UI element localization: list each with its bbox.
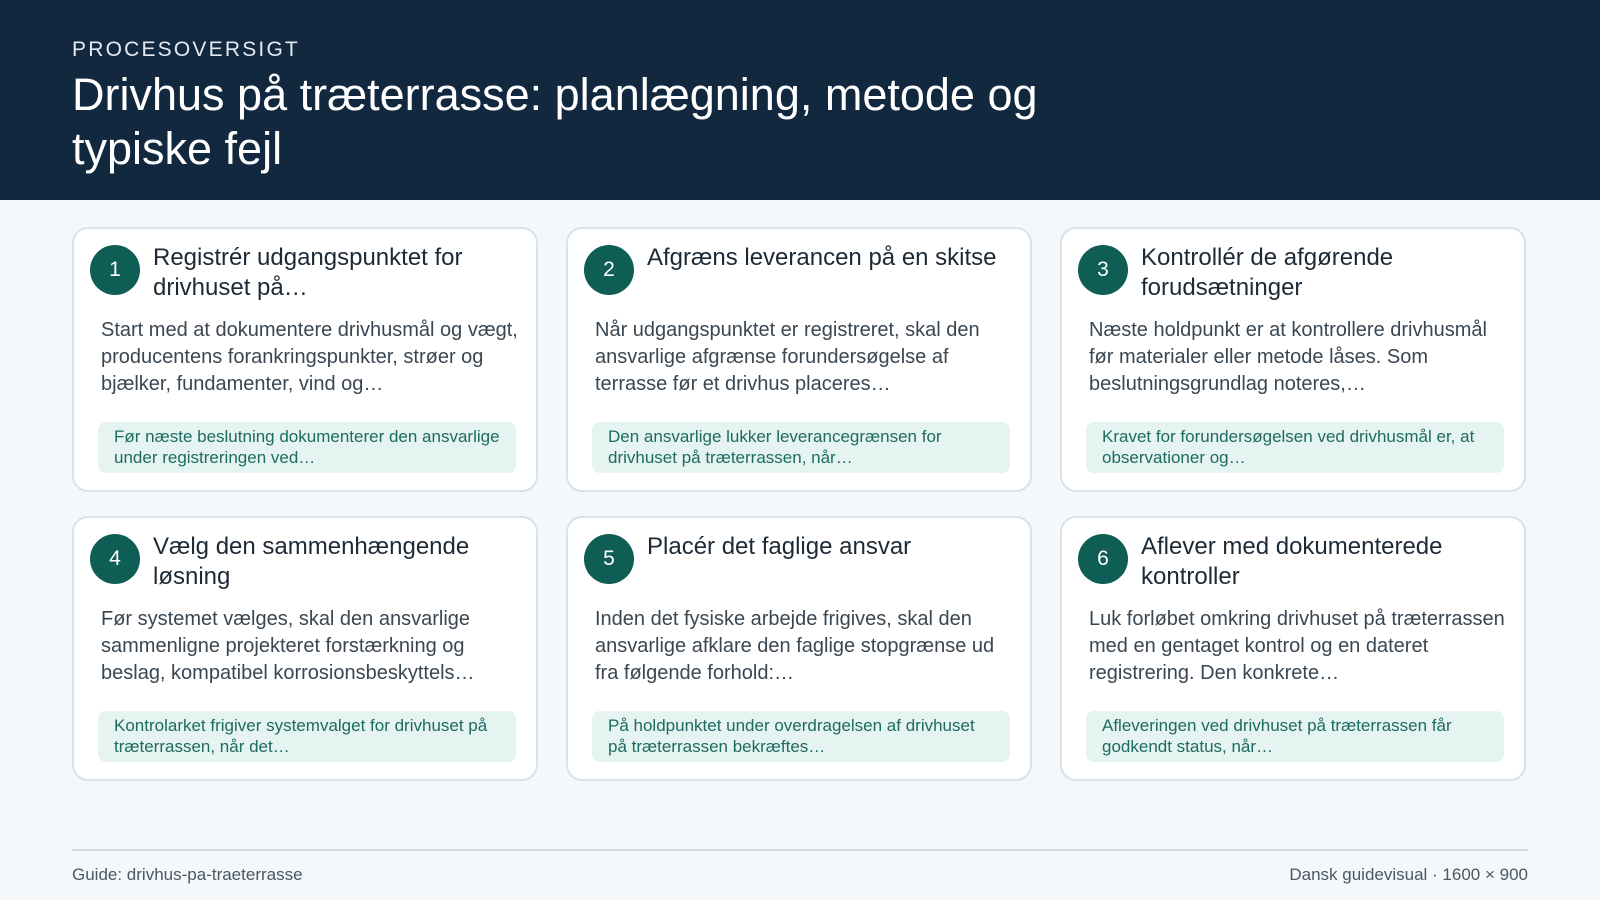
step-card-2 [566, 227, 1032, 492]
step-number-badge: 4 [90, 534, 140, 584]
step-card-6 [1060, 516, 1526, 781]
step-number-badge: 1 [90, 245, 140, 295]
step-title: Placér det faglige ansvar [647, 533, 912, 560]
step-note: På holdpunktet under overdragelsen af drivhuset på træterrassen bekræftes… [592, 711, 1010, 762]
step-note: Den ansvarlige lukker leverancegrænsen for drivhuset på træterrassen, når… [592, 422, 1010, 473]
step-title: Registrér udgangspunktet for drivhuset på… [153, 244, 463, 301]
step-number-badge: 6 [1078, 534, 1128, 584]
step-title: Vælg den sammenhængende løsning [153, 533, 470, 590]
step-card-3 [1060, 227, 1526, 492]
step-note: Kontrolarket frigiver systemvalget for drivhuset på træterrassen, når det… [98, 711, 516, 762]
footer-format-label: Dansk guidevisual · 1600 × 900 [1289, 865, 1528, 884]
page-title: Drivhus på træterrasse: planlægning, metode og typiske fejl [72, 69, 1038, 174]
step-number-badge: 3 [1078, 245, 1128, 295]
step-description: Luk forløbet omkring drivhuset på træterrassen med en gentaget kontrol og en dateret registrering. Den konkrete… [1089, 608, 1505, 684]
step-card-5 [566, 516, 1032, 781]
step-description: Næste holdpunkt er at kontrollere drivhusmål før materialer eller metode låses. Som beslutningsgrundlag noteres,… [1089, 319, 1487, 395]
step-card-4 [72, 516, 538, 781]
step-note: Kravet for forundersøgelsen ved drivhusmål er, at observationer og… [1086, 422, 1504, 473]
step-grid [72, 227, 1528, 781]
step-title: Afgræns leverancen på en skitse [647, 244, 997, 271]
step-description: Inden det fysiske arbejde frigives, skal den ansvarlige afklare den faglige stopgrænse ud fra følgende forhold:… [595, 608, 995, 684]
footer-divider [72, 849, 1528, 851]
step-card-1 [72, 227, 538, 492]
step-title: Aflever med dokumenterede kontroller [1141, 533, 1443, 590]
step-description: Før systemet vælges, skal den ansvarlige sammenligne projekteret forstærkning og beslag, kompatibel korrosionsbeskyttels… [101, 608, 475, 684]
step-title: Kontrollér de afgørende forudsætninger [1141, 244, 1394, 301]
step-number-badge: 2 [584, 245, 634, 295]
step-note: Før næste beslutning dokumenterer den ansvarlige under registreringen ved… [98, 422, 516, 473]
footer-guide-slug: Guide: drivhus-pa-traeterrasse [72, 865, 303, 884]
step-description: Når udgangspunktet er registreret, skal den ansvarlige afgrænse forundersøgelse af terrasse før et drivhus placeres… [595, 319, 980, 395]
step-note: Afleveringen ved drivhuset på træterrassen får godkendt status, når… [1086, 711, 1504, 762]
step-number-badge: 5 [584, 534, 634, 584]
step-description: Start med at dokumentere drivhusmål og vægt, producentens forankringspunkter, strøer og bjælker, fundamenter, vind og… [101, 319, 518, 395]
header-banner [0, 0, 1600, 200]
eyebrow-label: PROCESOVERSIGT [72, 38, 301, 61]
